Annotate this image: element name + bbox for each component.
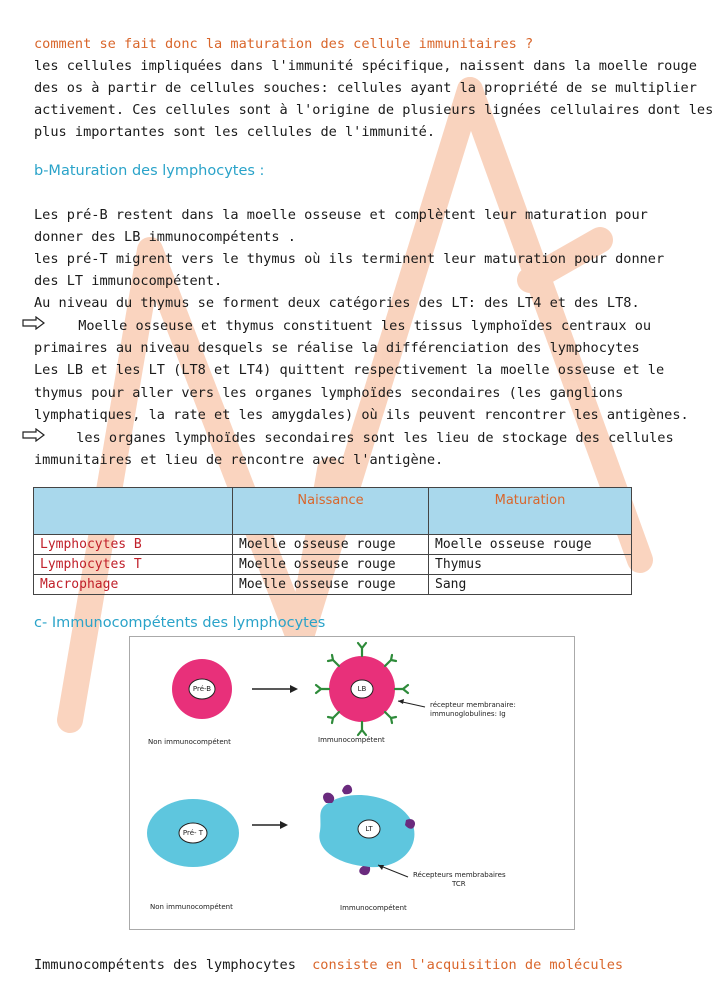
section-b-line-6 [22,315,662,338]
intro-line-3: activement. Ces cellules sont à l'origine de plusieurs lignées cellulaires dont les [34,102,714,118]
pre-b-label: Pré-B [192,685,212,693]
table-header-maturation: Maturation [429,488,632,535]
table-header-row [34,488,632,535]
footer-line [34,954,674,977]
section-b-line-9: thymus pour aller vers les organes lymphoïdes secondaires (les ganglions [34,385,624,401]
section-b-line-5: Au niveau du thymus se forment deux catégories des LT: des LT4 et des LT8. [34,295,640,311]
table-cell-type: Lymphocytes T [34,555,233,575]
table-cell-naissance: Moelle osseuse rouge [233,575,429,595]
receptor-pointer [378,865,408,877]
section-b-line-11-text: les organes lymphoïdes secondaires sont les lieu de stockage des cellules [76,430,674,446]
receptor-pointer [398,699,425,707]
section-b-line-2: donner des LB immunocompétents . [34,229,296,245]
double-arrow-right-icon [22,315,52,338]
intro-line-2: des os à partir de cellules souches: cellules ayant la propriété de se multiplier [34,80,697,96]
intro-line-4: plus importantes sont les cellules de l'immunité. [34,124,436,140]
arrow-icon [252,685,298,693]
maturation-table [33,487,632,595]
table-cell-naissance: Moelle osseuse rouge [233,555,429,575]
section-b-line-6-text: Moelle osseuse et thymus constituent les tissus lymphoïdes centraux ou [78,318,652,334]
table-cell-maturation: Moelle osseuse rouge [429,535,632,555]
section-b-line-3: les pré-T migrent vers le thymus où ils terminent leur maturation pour donner [34,251,665,267]
receptor-b-line1: récepteur membranaire: [430,701,516,709]
section-b-line-7: primaires au niveau desquels se réalise la différenciation des lymphocytes [34,340,640,356]
section-b-line-12: immunitaires et lieu de rencontre avec l'antigène. [34,452,444,468]
footer-bold: Immunocompétents des lymphocytes [34,957,296,973]
section-b-line-8: Les LB et les LT (LT8 et LT4) quittent respectivement la moelle osseuse et le [34,362,665,378]
receptor-t-line2: TCR [452,880,466,888]
arrow-icon [252,821,288,829]
non-immuno-bottom-label: Non immunocompétent [150,903,233,911]
table-cell-naissance: Moelle osseuse rouge [233,535,429,555]
section-b-line-4: des LT immunocompétent. [34,273,223,289]
table-cell-type: Lymphocytes B [34,535,233,555]
table-cell-maturation: Thymus [429,555,632,575]
table-cell-type: Macrophage [34,575,233,595]
immuno-bottom-label: Immunocompétent [340,904,407,912]
question-heading: comment se fait donc la maturation des cellule immunitaires ? [34,36,534,52]
section-b-line-10: lymphatiques, la rate et les amygdales) où ils peuvent rencontrer les antigènes. [34,407,689,423]
table-header-empty [34,488,233,535]
lymphocyte-maturation-diagram [129,636,575,930]
section-b-title: b-Maturation des lymphocytes : [34,163,265,179]
section-b-line-1: Les pré-B restent dans la moelle osseuse et complètent leur maturation pour [34,207,648,223]
intro-line-1: les cellules impliquées dans l'immunité spécifique, naissent dans la moelle rouge [34,58,697,74]
receptor-b-line2: immunoglobulines: Ig [430,710,506,718]
double-arrow-right-icon [22,427,52,450]
table-row [34,555,632,575]
table-cell-maturation: Sang [429,575,632,595]
section-b-line-11 [22,427,674,450]
table-row [34,535,632,555]
non-immuno-top-label: Non immunocompétent [148,738,231,746]
lb-label: LB [357,685,367,693]
lt-label: LT [365,825,373,833]
table-row [34,575,632,595]
pre-t-label: Pré- T [182,829,204,837]
footer-orange: consiste en l'acquisition de molécules [312,957,624,973]
receptor-t-line1: Récepteurs membrabaires [413,871,506,879]
table-header-naissance: Naissance [233,488,429,535]
section-c-title: c- Immunocompétents des lymphocytes [34,615,326,631]
immuno-top-label: Immunocompétent [318,736,385,744]
